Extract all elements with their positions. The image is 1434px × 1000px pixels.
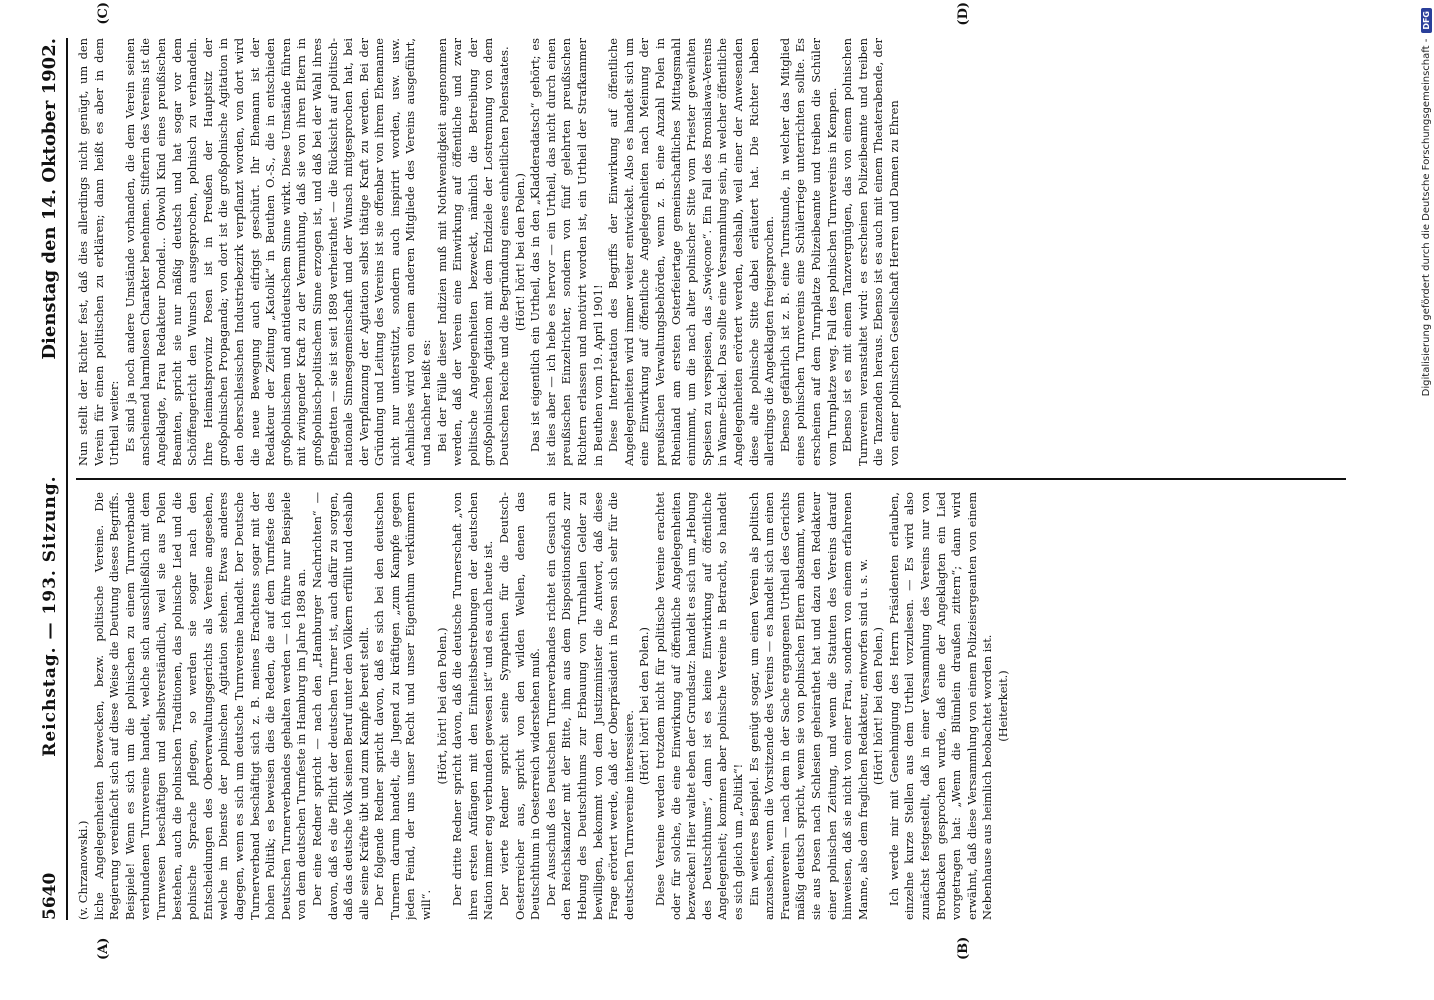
margin-marker-a: (A) — [96, 937, 111, 960]
digitization-credit — [1418, 8, 1434, 992]
paragraph: Diese Vereine werden trotzdem nicht für politische Vereine erachtet oder für solche, die eine Einwirkung auf öffentliche Angelegenheiten bezwecken! Hier waltet eben der Grundsatz: handelt es sich um „Hebung des Deutschthums“, dann ist es keine Einwirkung auf öffentliche Angelegenheit; kommen aber polnische Vereine in Betracht, so handelt es sich gleich um „Politik“! — [652, 492, 745, 920]
paragraph: Ebenso ist es mit einem Tanzvergnügen, das von einem polnischen Turnverein veranstaltet wird: es erscheinen Polizeibeamte und treiben die Tanzenden heraus. Ebenso ist es auch mit einem Theaterabende, der von einer polnischen Gesellschaft Herren und Damen zu Ehren — [840, 38, 901, 466]
margin-marker-d: (D) — [956, 2, 971, 26]
paragraph: (Hört! hört! bei den Polen.) — [871, 627, 886, 786]
paragraph: (Hört, hört! bei den Polen.) — [434, 627, 449, 785]
text-columns — [76, 2, 1376, 960]
paragraph: Der Ausschuß des Deutschen Turnerverbandes richtet ein Gesuch an den Reichskanzler mit der Bitte, ihm aus dem Dispositionsfonds zur Hebung des Deutschthums zur Erbauung von Turnhallen Gelder zu bewilligen, bekommt von dem Justizminister die Antwort, daß diese Frage erörtert werde, daß der Oberpräsident in Posen sich sehr für die deutschen Turnvereine interessiere. — [543, 492, 636, 920]
running-title: Reichstag. — 193. Sitzung. — [40, 475, 60, 757]
paragraph: Der folgende Redner spricht davon, daß es sich bei den deutschen Turnern darum handelt, die Jugend zu kräftigen „zum Kampfe gegen jeden Feind, der uns unser Recht und unser Eigenthum verkümmern will“. — [372, 492, 434, 920]
paragraph: Ein weiteres Beispiel. Es genügt sogar, um einen Verein als politisch anzusehen, wenn die Vorsitzende des Vereins — es handelt sich um einen Frauenverein — nach dem in der Sache ergangenen Urtheil des Gerichts mäßig deutsch spricht, wenn sie von polnischen Eltern abstammt, wenn sie aus Posen nach Schlesien geheirathet hat und dazu den Redakteur einer polnischen Zeitung, und wenn die Statuten des Vereins darauf hinweisen, daß sie nicht von einer Frau, sondern von einem erfahrenen Manne, also dem fraglichen Redakteur, entworfen sind u. s. w. — [746, 492, 870, 920]
paragraph: Bei der Fülle dieser Indizien muß mit Nothwendigkeit angenommen werden, daß der Verein eine Einwirkung auf öffentliche und zwar politische Angelegenheiten bezweckt, nämlich die Betreibung der großpolnischen Agitation mit dem Endziele der Lostrennung von dem Deutschen Reiche und die Begründung eines einheitlichen Polenstaates. — [434, 38, 512, 466]
paragraph: (Heiterkeit.) — [996, 670, 1011, 742]
margin-marker-c: (C) — [96, 2, 111, 25]
paragraph: (Hört! hört! bei den Polen.) — [637, 627, 652, 786]
paragraph: Nun stellt der Richter fest, daß dies allerdings nicht genügt, um den Verein für einen politischen zu erklären; dann heißt es aber in dem Urtheil weiter: — [76, 38, 122, 466]
paragraph: Es sind ja noch andere Umstände vorhanden, die dem Verein seinen anscheinend harmlosen Charakter benehmen. Stifterin des Vereins ist die Angeklagte, Frau Redakteur Dondel... Obwohl Kind eines preußischen Beamten, spricht sie nur mäßig deutsch und hat sogar vor dem Schöffengericht den Wunsch ausgesprochen, polnisch zu verhandeln. Ihre Heimatsprovinz Posen ist in Preußen der Hauptsitz der großpolnischen Propaganda; von dort ist die großpolnische Agitation in den oberschlesischen Industriebezirk verpflanzt worden, von dort wird die neue Bewegung auch eifrigst geschürt. Ihr Ehemann ist der Redakteur der Zeitung „Katolik“ in Beuthen O.-S., die in entschieden großpolnischem und antideutschem Sinne wirkt. Diese Umstände führen mit zwingender Kraft zu der Vermuthung, daß sie von ihren Eltern in großpolnisch-politischem Sinne erzogen ist, und daß bei der Wahl ihres Ehegatten — sie ist seit 1898 verheirathet — die Rücksicht auf politisch-nationale Sinnesgemeinschaft und der Wunsch mitgesprochen hat, bei der Verpflanzung der Agitation selbst thätige Kraft zu werden. Bei der Gründung und Leitung des Vereins ist sie offenbar von ihrem Ehemanne nicht nur unterstützt, sondern auch inspirirt worden, usw. usw. Aehnliches wird von einem anderen Mitgliede des Vereins ausgeführt, und nachher heißt es: — [122, 38, 434, 466]
credit-text: Digitalisierung gefördert durch die Deutsche Forschungsgemeinschaft - — [1420, 38, 1432, 397]
paragraph: Ebenso gefährlich ist z. B. eine Turnstunde, in welcher das Mitglied eines polnischen Turnvereins eine Schülerriege unterrichten sollte. Es erscheinen auf dem Turnplatze Polizeibeamte und treiben die Schüler vom Turnplatze weg. Fall des polnischen Turnvereins in Kempen. — [777, 38, 839, 466]
paragraph: (v. Chrzanowski.) — [76, 820, 90, 920]
session-date: Dienstag den 14. Oktober 1902. — [39, 38, 60, 360]
paragraph: liche Angelegenheiten bezwecken, bezw. politische Vereine. Die Regierung vereinfacht sich auf diese Weise die Deutung dieses Begriffs. Beispiele! Wenn es sich um die polnischen zu einem Turnverbande verbundenen Turnvereine handelt, welche sich ausschließlich mit dem Turnwesen beschäftigen und selbstverständlich, weil sie aus Polen bestehen, auch die polnischen Traditionen, das polnische Lied und die polnische Sprache pflegen, so werden sie sogar nach den Entscheidungen des Oberverwaltungsgerichts als Vereine angesehen, welche im Dienste der polnischen Agitation stehen. Etwas anderes dagegen, wenn es sich um deutsche Turnvereine handelt. Der Deutsche Turnerverband beschäftigt sich z. B. meines Erachtens sogar mit der hohen Politik; es beweisen dies die Reden, die auf dem Turnfeste des Deutschen Turnerverbandes gehalten werden — ich führe nur Beispiele von dem deutschen Turnfeste in Hamburg im Jahre 1898 an. — [91, 492, 309, 920]
dfg-logo: DFG — [1421, 8, 1432, 33]
paragraph: Diese Interpretation des Begriffs der Einwirkung auf öffentliche Angelegenheiten wird immer weiter entwickelt. Also es handelt sich um eine Einwirkung auf öffentliche Angelegenheiten nach Meinung der preußischen Verwaltungsbehörden, wenn z. B. eine Anzahl Polen in Rheinland am ersten Osterfeiertage gemeinschaftliches Mittagsmahl einnimmt, um die nach alter polnischer Sitte vom Priester geweihten Speisen zu verspeisen, das „Swięcone“. Ein Fall des Bronislawa-Vereins in Wanne-Eickel. Das sollte eine Versammlung sein, in welcher öffentliche Angelegenheiten erörtert werden, deshalb, weil einer der Anwesenden diese alte polnische Sitte dabei erläutert hat. Die Richter haben allerdings die Angeklagten freigesprochen. — [606, 38, 777, 466]
paragraph: Der vierte Redner spricht seine Sympathien für die Deutsch-Oesterreicher aus, spricht von den wilden Wellen, denen das Deutschthum in Oesterreich widerstehen muß. — [497, 492, 543, 920]
margin-marker-b: (B) — [956, 936, 971, 960]
paragraph: Der dritte Redner spricht davon, daß die deutsche Turnerschaft „von ihren ersten Anfängen mit den Einheitsbestrebungen der deutschen Nation immer eng verbunden gewesen ist“ und es auch heute ist. — [450, 492, 496, 920]
paragraph: Das ist eigentlich ein Urtheil, das in den „Kladderadatsch“ gehört; es ist dies aber — ich hebe es hervor — ein Urtheil, das nicht durch einen preußischen Einzelrichter, sondern von fünf gelehrten preußischen Richtern erlassen und motivirt worden ist, ein Urtheil der Strafkammer in Beuthen vom 19. April 1901! — [528, 38, 605, 466]
page-number: 5640 — [40, 872, 60, 920]
paragraph: Der eine Redner spricht — nach den „Hamburger Nachrichten“ — davon, daß es die Pflicht der deutschen Turner ist, auch dafür zu sorgen, daß das deutsche Volk seinen Beruf unter den Völkern erfüllt und deshalb alle seine Kräfte übt und zum Kampfe bereit stellt. — [309, 492, 371, 920]
paragraph: Ich werde mir mit Genehmigung des Herrn Präsidenten erlauben, einzelne kurze Stellen aus dem Urtheil vorzulesen. — Es wird also zunächst festgestellt, daß in einer Versammlung des Vereins nur von Brotbacken gesprochen wurde, daß eine der Angeklagten ein Lied vorgetragen hat: „Wenn die Blümlein draußen zittern“; dann wird erwähnt, daß diese Versammlung von einem Polizeisergeanten von einem Nebenhause aus heimlich beobachtet worden ist. — [886, 492, 995, 920]
paragraph: (Hört! hört! bei den Polen.) — [512, 173, 527, 332]
left-column — [76, 492, 1376, 920]
page-header — [40, 38, 68, 920]
right-column — [76, 38, 1376, 466]
column-rule — [76, 478, 1346, 480]
